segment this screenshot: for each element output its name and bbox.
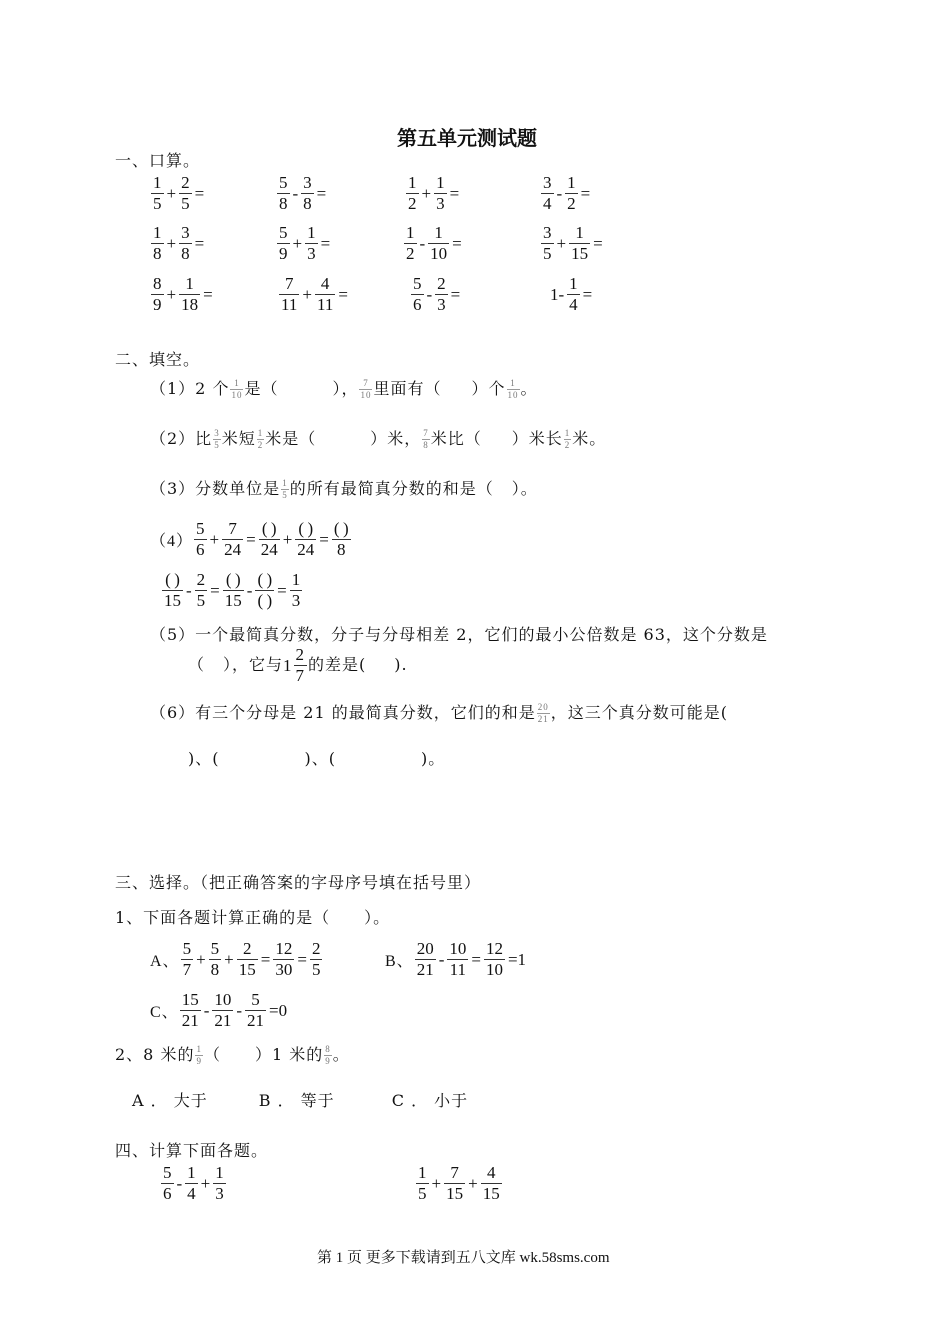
fill-question-6-line-1: （6）有三个分母是 21 的最简真分数，它们的和是 $\frac{20}{21}$ ，这三个真分数可能是(	[150, 702, 728, 724]
page-title: 第五单元测试题	[397, 126, 537, 150]
page-footer: 第 1 页 更多下载请到五八文库 wk.58sms.com	[317, 1250, 610, 1266]
oral-problem-8: $\frac{3}{5}$ + $\frac{1}{15}$ =	[543, 223, 603, 263]
oral-problem-1: $\frac{1}{5}$ + $\frac{2}{5}$ =	[153, 173, 205, 213]
fill-question-4-line-1: （4） $\frac{5}{6}$ + $\frac{7}{24}$ = ( ) 24 + ( ) 24 = ( ) 8	[150, 519, 349, 559]
fill-question-6-line-2: )、( )、( )。	[188, 749, 446, 768]
oral-problem-5: $\frac{1}{8}$ + $\frac{3}{8}$ =	[153, 223, 205, 263]
oral-problem-10: $\frac{7}{11}$ + $\frac{4}{11}$ =	[281, 274, 348, 314]
fill-question-5-line-2: （ ），它与1 $\frac{2}{7}$ 的差是( ).	[188, 645, 408, 685]
section-1-heading: 一、口算。	[115, 151, 201, 170]
oral-problem-6: $\frac{5}{9}$ + $\frac{1}{3}$ =	[279, 223, 331, 263]
oral-problem-7: $\frac{1}{2}$ - $\frac{1}{10}$ =	[406, 223, 462, 263]
choice-question-1: 1、下面各题计算正确的是（ ）。	[115, 908, 391, 927]
section-2-heading: 二、填空。	[115, 350, 201, 369]
oral-problem-4: $\frac{3}{4}$ - $\frac{1}{2}$ =	[543, 173, 591, 213]
calc-problem-2: $\frac{1}{5}$ + $\frac{7}{15}$ + $\frac{4}{15}$	[418, 1163, 500, 1203]
choice-option-b: B、 $\frac{20}{21}$ - $\frac{10}{11}$ = $\frac{12}{10}$ =1	[385, 939, 527, 979]
fill-question-3: （3）分数单位是 $\frac{1}{5}$ 的所有最简真分数的和是（ ）。	[150, 478, 538, 500]
calc-problem-1: $\frac{5}{6}$ - $\frac{1}{4}$ + $\frac{1}{3}$	[163, 1163, 224, 1203]
choice-question-2: 2、8 米的 $\frac{1}{9}$ （ ）1 米的 $\frac{8}{9}$ 。	[115, 1044, 350, 1066]
section-4-heading: 四、计算下面各题。	[115, 1141, 269, 1160]
choice-option-c: C、 $\frac{15}{21}$ - $\frac{10}{21}$ - $\frac{5}{21}$ =0	[150, 990, 288, 1030]
oral-problem-9: $\frac{8}{9}$ + $\frac{1}{18}$ =	[153, 274, 213, 314]
choice-option-a: A、 $\frac{5}{7}$ + $\frac{5}{8}$ + $\frac{2}{15}$ = $\frac{12}{30}$ = $\frac{2}{5}$	[150, 939, 321, 979]
oral-problem-3: $\frac{1}{2}$ + $\frac{1}{3}$ =	[408, 173, 460, 213]
fill-question-2: （2）比 $\frac{3}{5}$ 米短 $\frac{1}{2}$ 米是（ ）米， $\frac{7}{8}$ 米比（ ）米长 $\frac{1}{2}$ 米。	[150, 428, 607, 450]
oral-problem-11: $\frac{5}{6}$ - $\frac{2}{3}$ =	[413, 274, 461, 314]
oral-problem-12: 1- $\frac{1}{4}$ =	[550, 274, 593, 314]
oral-problem-2: $\frac{5}{8}$ - $\frac{3}{8}$ =	[279, 173, 327, 213]
fill-question-1: （1）2 个 $\frac{1}{10}$ 是（ ）， $\frac{7}{10}$ 里面有（ ）个 $\frac{1}{10}$ 。	[150, 378, 538, 400]
fill-question-5-line-1: （5）一个最简真分数，分子与分母相差 2，它们的最小公倍数是 63，这个分数是	[150, 625, 768, 644]
choice-question-2-options: A ． 大于 B ． 等于 C ． 小于	[132, 1091, 469, 1110]
section-3-heading: 三、选择。（把正确答案的字母序号填在括号里）	[115, 873, 482, 892]
fill-question-4-line-2: ( ) 15 - $\frac{2}{5}$ = ( ) 15 - ( ) ( ) = $\frac{1}{3}$	[164, 570, 301, 610]
